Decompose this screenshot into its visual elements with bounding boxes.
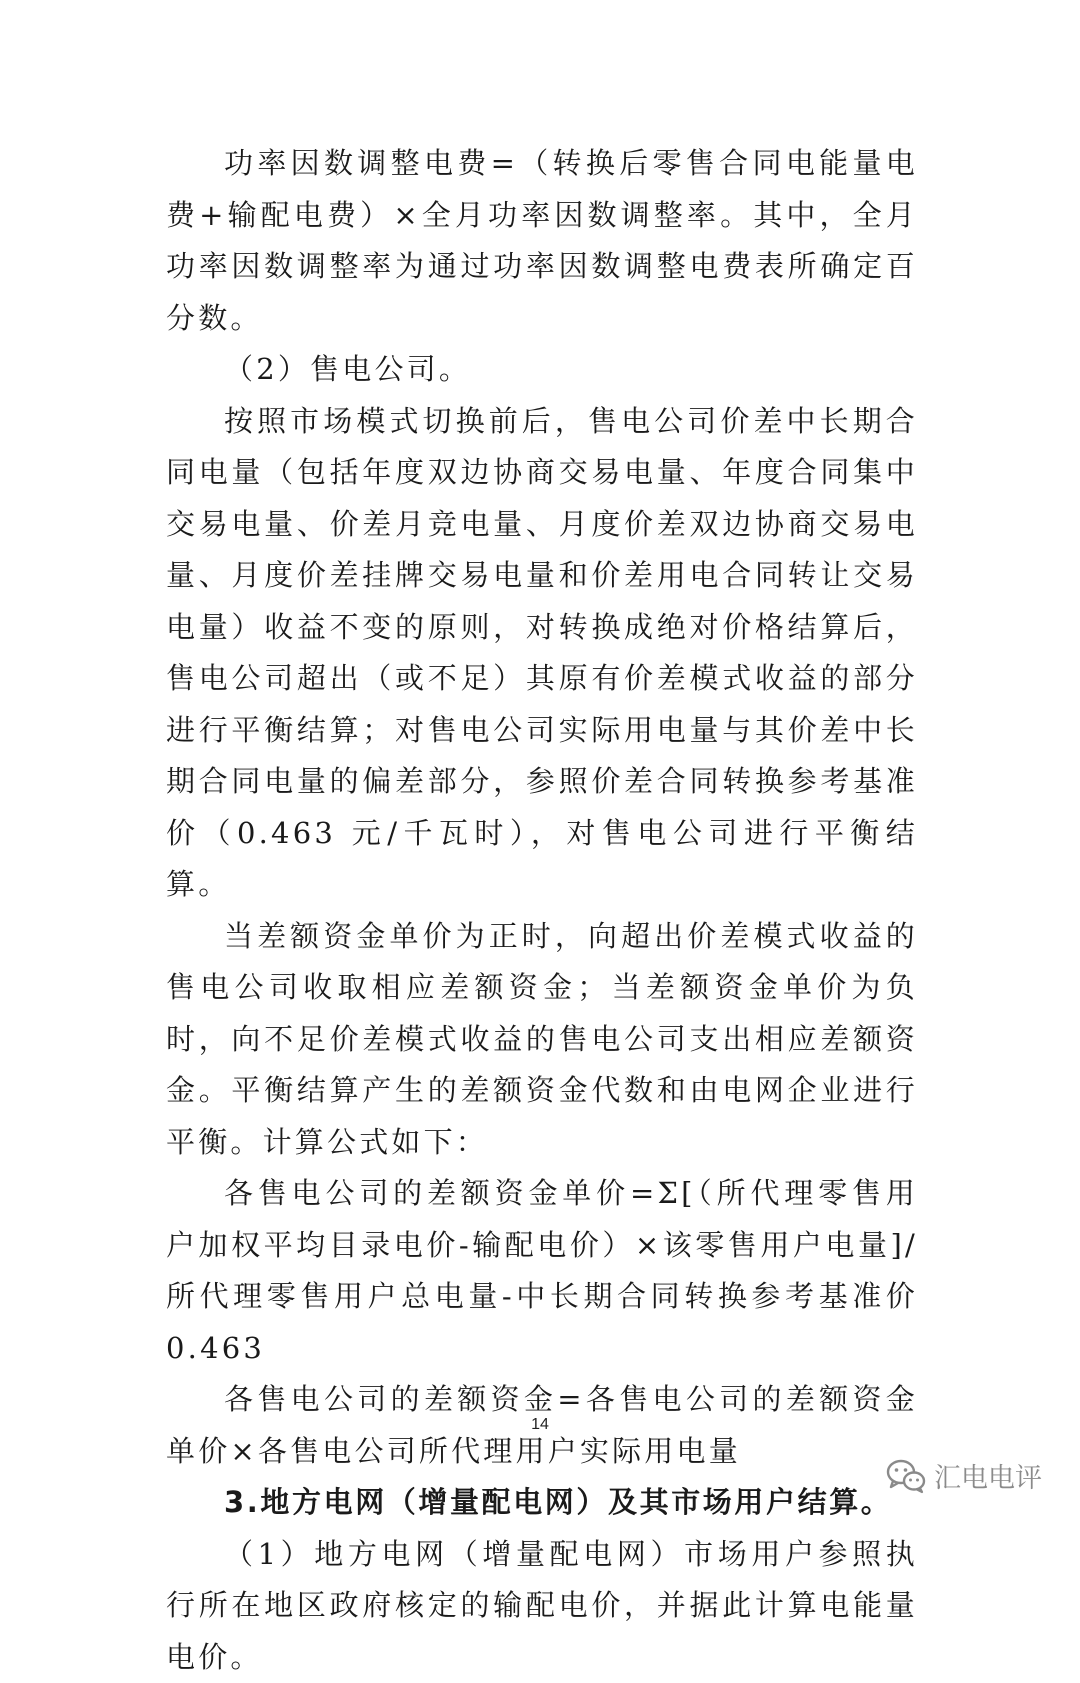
paragraph-local-grid-users: （1）地方电网（增量配电网）市场用户参照执行所在地区政府核定的输配电价，并据此计算电能量电价。 [166, 1529, 918, 1683]
wechat-icon [886, 1458, 926, 1494]
paragraph-retailer-settlement: 按照市场模式切换前后，售电公司价差中长期合同电量（包括年度双边协商交易电量、年度合同集中交易电量、价差月竞电量、月度价差双边协商交易电量、月度价差挂牌交易电量和价差用电合同转让交易电量）收益不变的原则，对转换成绝对价格结算后，售电公司超出（或不足）其原有价差模式收益的部分进行平衡结算；对售电公司实际用电量与其价差中长期合同电量的偏差部分，参照价差合同转换参考基准价（0.463 元/千瓦时），对售电公司进行平衡结算。 [166, 396, 918, 911]
section-heading-local-grid: 3.地方电网（增量配电网）及其市场用户结算。 [166, 1477, 918, 1529]
paragraph-unit-price-formula: 各售电公司的差额资金单价=Σ[（所代理零售用户加权平均目录电价-输配电价）×该零售用户电量]/所代理零售用户总电量-中长期合同转换参考基准价 0.463 [166, 1168, 918, 1374]
paragraph-power-factor: 功率因数调整电费=（转换后零售合同电能量电费+输配电费）×全月功率因数调整率。其中，全月功率因数调整率为通过功率因数调整电费表所确定百分数。 [166, 138, 918, 344]
document-body [166, 138, 918, 1683]
page-number: 14 [0, 1416, 1080, 1434]
paragraph-funds-formula: 各售电公司的差额资金=各售电公司的差额资金单价×各售电公司所代理用户实际用电量 [166, 1374, 918, 1477]
paragraph-retailer-title: （2）售电公司。 [166, 344, 918, 396]
watermark [886, 1456, 1042, 1495]
watermark-text: 汇电电评 [934, 1456, 1042, 1495]
paragraph-difference-funds: 当差额资金单价为正时，向超出价差模式收益的售电公司收取相应差额资金；当差额资金单价为负时，向不足价差模式收益的售电公司支出相应差额资金。平衡结算产生的差额资金代数和由电网企业进行平衡。计算公式如下： [166, 911, 918, 1169]
